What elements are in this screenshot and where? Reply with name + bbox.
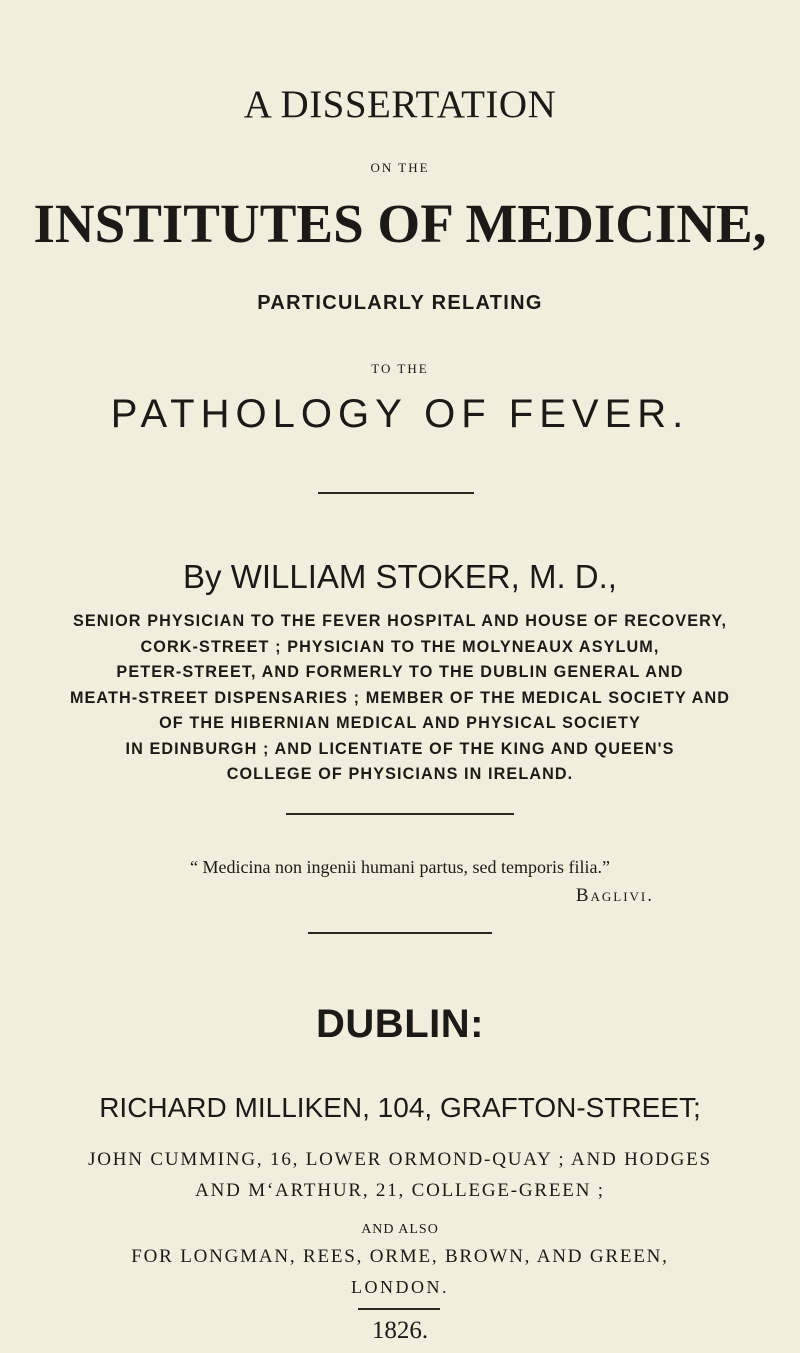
divider-rule-1 [318, 492, 474, 494]
imprint-london: LONDON. [351, 1277, 449, 1297]
title-line-dissertation: A DISSERTATION [243, 83, 557, 126]
title-line-particularly: PARTICULARLY RELATING [257, 292, 543, 314]
divider-rule-2 [286, 813, 514, 815]
divider-rule-4 [358, 1308, 440, 1310]
imprint-publisher: RICHARD MILLIKEN, 104, GRAFTON-STREET; [99, 1092, 701, 1123]
divider-rule-3 [308, 932, 492, 934]
title-line-pathology: PATHOLOGY OF FEVER. [110, 392, 690, 436]
imprint-year: 1826. [371, 1317, 429, 1344]
credential-line: CORK-STREET ; PHYSICIAN TO THE MOLYNEAUX ASYLUM, [140, 637, 660, 656]
imprint-london-line: FOR LONGMAN, REES, ORME, BROWN, AND GREEN, [131, 1246, 669, 1267]
byline-by: By [183, 558, 222, 595]
credential-line: PETER-STREET, AND FORMERLY TO THE DUBLIN GENERAL AND [116, 663, 684, 681]
author-name: WILLIAM STOKER, M. D., [230, 558, 617, 595]
epigraph-attribution: Baglivi. [575, 885, 654, 906]
title-connector-to-the: TO THE [371, 361, 429, 376]
title-connector-on-the: ON THE [370, 160, 430, 175]
title-line-institutes: INSTITUTES OF MEDICINE, [33, 193, 767, 254]
credential-line: SENIOR PHYSICIAN TO THE FEVER HOSPITAL AND HOUSE OF RECOVERY, [72, 612, 728, 630]
credential-line: MEATH-STREET DISPENSARIES ; MEMBER OF THE MEDICAL SOCIETY AND [69, 688, 731, 707]
credential-line: OF THE HIBERNIAN MEDICAL AND PHYSICAL SOCIETY [159, 714, 641, 732]
author-byline [0, 558, 800, 596]
imprint-others-line-2: AND M‘ARTHUR, 21, COLLEGE-GREEN ; [195, 1180, 605, 1201]
imprint-city: DUBLIN: [316, 1002, 484, 1046]
imprint-and-also: AND ALSO [361, 1222, 439, 1237]
credential-line: IN EDINBURGH ; AND LICENTIATE OF THE KING AND QUEEN'S [125, 739, 675, 758]
credential-line: COLLEGE OF PHYSICIANS IN IRELAND. [226, 765, 574, 783]
imprint-others-line-1: JOHN CUMMING, 16, LOWER ORMOND-QUAY ; AND HODGES [88, 1149, 712, 1170]
author-credentials [36, 609, 764, 788]
epigraph-quote: “ Medicina non ingenii humani partus, sed temporis filia.” [190, 857, 610, 877]
